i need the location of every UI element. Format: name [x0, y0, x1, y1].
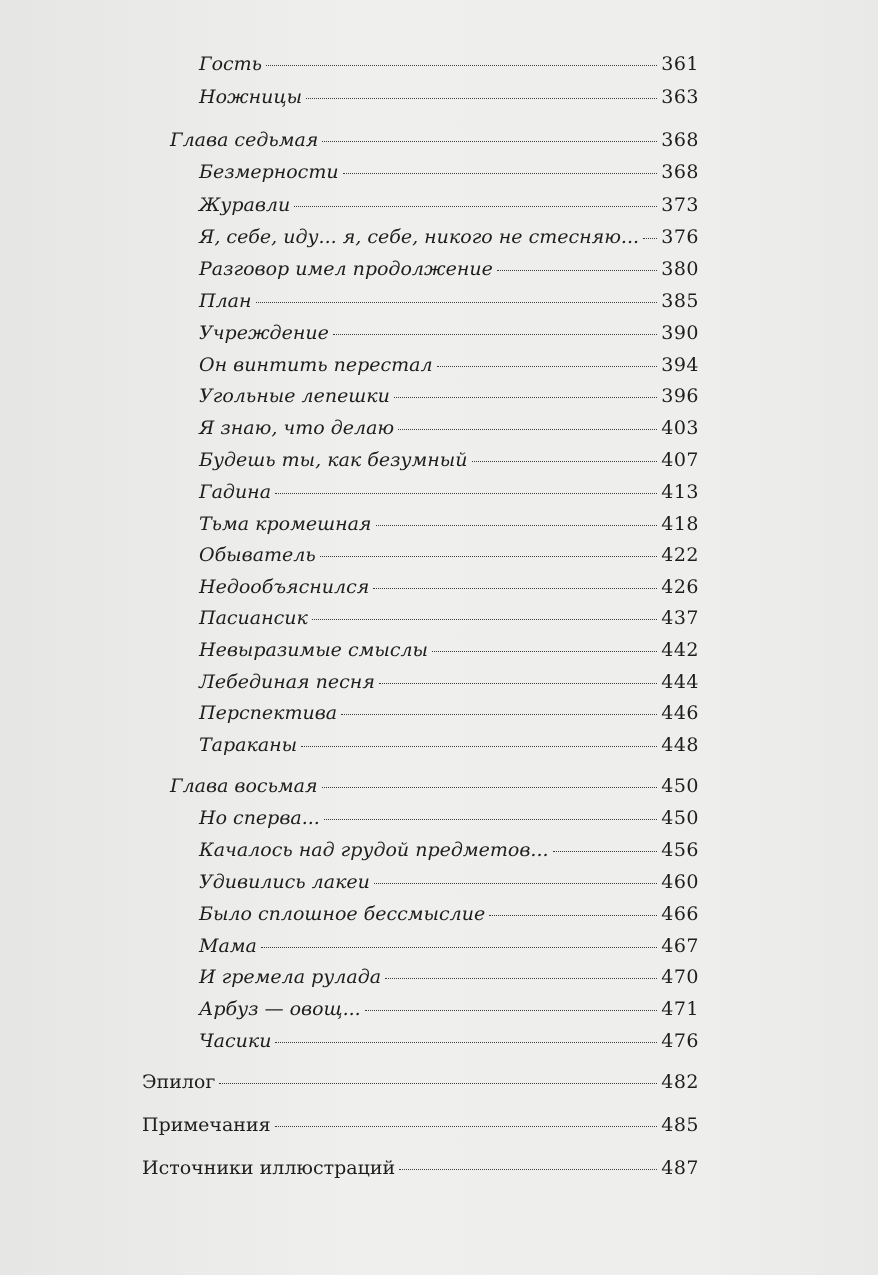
toc-entry-page: 376: [661, 226, 699, 248]
toc-entry-page: 390: [661, 322, 699, 344]
toc-entry-title: Пасиансик: [199, 607, 308, 629]
toc-entry-title: Журавли: [199, 194, 291, 216]
toc-leader-dots: [256, 302, 658, 303]
toc-section: [142, 1113, 699, 1137]
toc-leader-dots: [437, 366, 658, 367]
toc-entry: [199, 670, 699, 694]
toc-entry-page: 450: [661, 775, 699, 797]
toc-entry-page: 476: [661, 1030, 699, 1052]
toc-entry-title: Ножницы: [199, 86, 303, 108]
toc-entry-page: 456: [661, 839, 699, 861]
toc-leader-dots: [643, 238, 657, 239]
toc-leader-dots: [333, 334, 657, 335]
toc-entry-page: 444: [661, 671, 699, 693]
toc-leader-dots: [320, 556, 657, 557]
toc-leader-dots: [365, 1010, 658, 1011]
toc-chapter: [170, 128, 699, 152]
toc-entry-page: 422: [661, 544, 699, 566]
toc-chapter: [170, 774, 699, 798]
toc-entry-title: Глава седьмая: [170, 129, 319, 151]
toc-entry-page: 368: [661, 161, 699, 183]
toc-entry: [199, 606, 699, 630]
toc-entry-page: 448: [661, 734, 699, 756]
toc-entry: [199, 997, 699, 1021]
toc-entry-page: 385: [661, 290, 699, 312]
toc-entry: [199, 806, 699, 830]
toc-leader-dots: [301, 746, 657, 747]
toc-leader-dots: [497, 270, 657, 271]
toc-entry-page: 470: [661, 966, 699, 988]
toc-entry-page: 363: [661, 86, 699, 108]
toc-entry-title: Гадина: [199, 481, 272, 503]
toc-entry: [199, 543, 699, 567]
toc-entry: [199, 384, 699, 408]
toc-leader-dots: [275, 1126, 658, 1127]
toc-entry-title: Мама: [199, 935, 257, 957]
toc-entry-title: Будешь ты, как безумный: [199, 449, 468, 471]
toc-entry: [199, 448, 699, 472]
toc-entry: [199, 160, 699, 184]
toc-leader-dots: [399, 1169, 657, 1170]
toc-entry: [199, 225, 699, 249]
toc-entry-title: Источники иллюстраций: [142, 1157, 396, 1179]
toc-leader-dots: [312, 619, 657, 620]
toc-entry: [199, 321, 699, 345]
toc-entry: [199, 575, 699, 599]
toc-leader-dots: [553, 851, 658, 852]
toc-entry-title: Обыватель: [199, 544, 316, 566]
toc-leader-dots: [294, 206, 657, 207]
toc-entry-title: И гремела рулада: [199, 966, 382, 988]
toc-entry-page: 437: [661, 607, 699, 629]
toc-entry-title: Недообъяснился: [199, 576, 370, 598]
toc-entry: [199, 733, 699, 757]
toc-entry-title: Арбуз — овощ...: [199, 998, 361, 1020]
toc-leader-dots: [219, 1083, 657, 1084]
toc-entry-title: Угольные лепешки: [199, 385, 390, 407]
toc-section: [142, 1070, 699, 1094]
toc-entry: [199, 416, 699, 440]
toc-leader-dots: [374, 883, 657, 884]
toc-entry-title: Разговор имел продолжение: [199, 258, 493, 280]
toc-entry-title: Я, себе, иду... я, себе, никого не стесняю...: [199, 226, 640, 248]
toc-entry-title: Но сперва...: [199, 807, 320, 829]
toc-entry-title: Учреждение: [199, 322, 329, 344]
toc-entry-page: 446: [661, 702, 699, 724]
toc-entry-page: 485: [661, 1114, 699, 1136]
toc-entry-page: 467: [661, 935, 699, 957]
toc-entry-title: Он винтить перестал: [199, 354, 433, 376]
toc-entry-page: 471: [661, 998, 699, 1020]
toc-leader-dots: [472, 461, 658, 462]
toc-leader-dots: [373, 588, 657, 589]
toc-entry: [199, 353, 699, 377]
toc-entry: [199, 289, 699, 313]
toc-leader-dots: [379, 683, 657, 684]
toc-entry-page: 482: [661, 1071, 699, 1093]
toc-entry-page: 373: [661, 194, 699, 216]
toc-entry-title: Безмерности: [199, 161, 339, 183]
toc-leader-dots: [266, 65, 657, 66]
toc-entry-title: Перспектива: [199, 702, 338, 724]
toc-leader-dots: [489, 915, 657, 916]
toc-entry-title: Часики: [199, 1030, 272, 1052]
toc-leader-dots: [324, 819, 657, 820]
toc-entry-title: Невыразимые смыслы: [199, 639, 429, 661]
toc-entry: [199, 965, 699, 989]
toc-entry-title: Тараканы: [199, 734, 298, 756]
toc-leader-dots: [432, 651, 657, 652]
toc-entry: [199, 638, 699, 662]
toc-leader-dots: [376, 525, 658, 526]
toc-entry-page: 466: [661, 903, 699, 925]
toc-entry-page: 368: [661, 129, 699, 151]
toc-entry: [199, 870, 699, 894]
toc-entry-page: 403: [661, 417, 699, 439]
toc-entry-page: 487: [661, 1157, 699, 1179]
toc-entry-page: 442: [661, 639, 699, 661]
toc-entry-title: Гость: [199, 53, 263, 75]
toc-entry-title: Качалось над грудой предметов...: [199, 839, 549, 861]
toc-leader-dots: [275, 493, 657, 494]
toc-entry-page: 418: [661, 513, 699, 535]
toc-entry: [199, 480, 699, 504]
toc-leader-dots: [398, 429, 657, 430]
toc-entry: [199, 85, 699, 109]
toc-entry-title: Глава восьмая: [170, 775, 318, 797]
toc-leader-dots: [343, 173, 658, 174]
toc-entry-title: Я знаю, что делаю: [199, 417, 395, 439]
toc-entry-page: 460: [661, 871, 699, 893]
toc-entry: [199, 701, 699, 725]
toc-entry: [199, 838, 699, 862]
toc-entry-title: План: [199, 290, 252, 312]
toc-entry-page: 426: [661, 576, 699, 598]
toc-entry-title: Лебединая песня: [199, 671, 375, 693]
toc-entry-title: Эпилог: [142, 1071, 216, 1093]
toc-leader-dots: [275, 1042, 657, 1043]
toc-entry-page: 394: [661, 354, 699, 376]
toc-entry-title: Примечания: [142, 1114, 271, 1136]
toc-leader-dots: [385, 978, 657, 979]
toc-entry-title: Удивились лакеи: [199, 871, 370, 893]
toc-entry: [199, 257, 699, 281]
toc-entry-page: 413: [661, 481, 699, 503]
toc-entry: [199, 1029, 699, 1053]
toc-entry-page: 361: [661, 53, 699, 75]
toc-entry: [199, 934, 699, 958]
toc-entry: [199, 52, 699, 76]
toc-entry-page: 407: [661, 449, 699, 471]
toc-section: [142, 1156, 699, 1180]
toc-entry-title: Тьма кромешная: [199, 513, 372, 535]
toc-leader-dots: [322, 141, 657, 142]
toc-entry-page: 396: [661, 385, 699, 407]
toc-leader-dots: [341, 714, 657, 715]
toc-entry-page: 380: [661, 258, 699, 280]
toc-leader-dots: [394, 397, 657, 398]
toc-entry-title: Было сплошное бессмыслие: [199, 903, 486, 925]
toc-entry: [199, 193, 699, 217]
toc-leader-dots: [306, 98, 657, 99]
toc-leader-dots: [261, 947, 657, 948]
toc-entry: [199, 902, 699, 926]
toc-entry-page: 450: [661, 807, 699, 829]
toc-leader-dots: [322, 787, 658, 788]
toc-entry: [199, 512, 699, 536]
